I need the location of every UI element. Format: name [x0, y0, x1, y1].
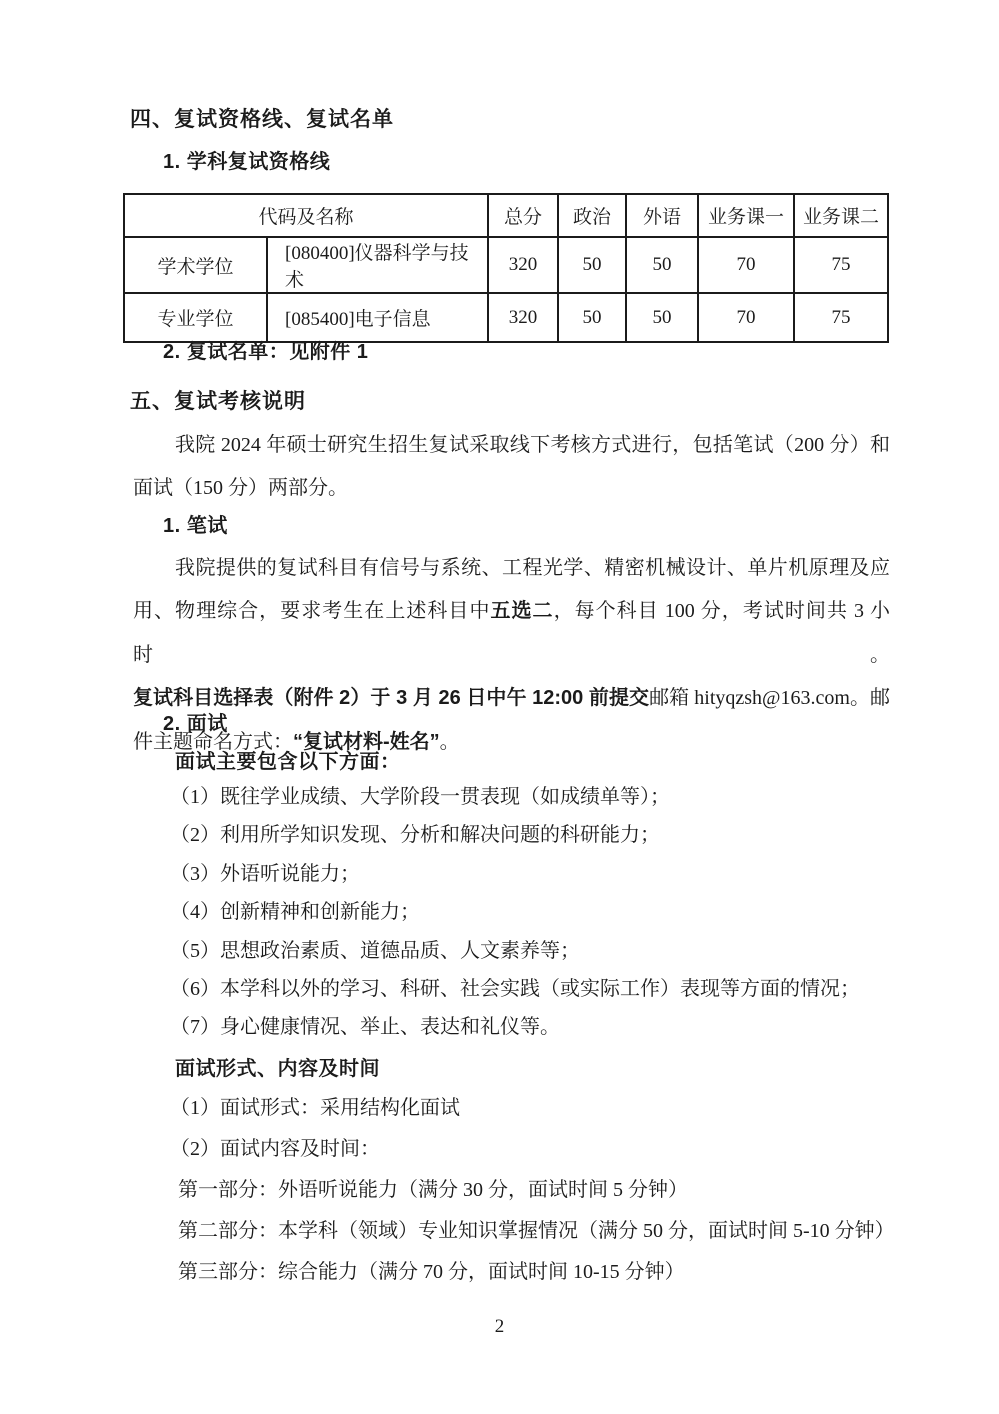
text-segment: 面试（150 分）两部分。 — [133, 477, 348, 500]
interview-part-item: 第三部分：综合能力（满分 70 分，面试时间 10-15 分钟） — [178, 1261, 685, 1283]
interview-aspect-item: （5）思想政治素质、道德品质、人文素养等； — [170, 939, 580, 962]
interview-heading: 2. 面试 — [163, 713, 228, 735]
score-cell: 320 — [488, 237, 558, 293]
interview-aspects-list — [170, 778, 860, 1047]
score-cell: 50 — [626, 237, 698, 293]
qualification-table — [123, 193, 889, 343]
bold-text-segment: 五选二 — [490, 600, 554, 623]
interview-parts-list — [178, 1170, 895, 1293]
interview-aspect-item: （2）利用所学知识发现、分析和解决问题的科研能力； — [170, 824, 660, 847]
col-header-politics: 政治 — [558, 194, 626, 237]
interview-aspect-item: （4）创新精神和创新能力； — [170, 901, 420, 924]
section4-item1-heading: 1. 学科复试资格线 — [163, 151, 331, 173]
program-cell: [080400]仪器科学与技术 — [267, 237, 488, 293]
written-exam-heading: 1. 笔试 — [163, 515, 228, 537]
table-header-row — [124, 194, 888, 237]
section4-item2-heading: 2. 复试名单：见附件 1 — [163, 341, 369, 363]
score-cell: 75 — [794, 293, 888, 342]
interview-format-heading: 面试形式、内容及时间 — [175, 1058, 380, 1080]
score-cell: 50 — [558, 293, 626, 342]
text-segment: 邮箱 hityqzsh@163.com。邮 — [649, 687, 891, 710]
degree-type-cell: 专业学位 — [124, 293, 267, 342]
text-segment: 。 — [439, 730, 460, 753]
program-cell: [085400]电子信息 — [267, 293, 488, 342]
col-header-foreign-language: 外语 — [626, 194, 698, 237]
text-segment: 用、物理综合，要求考生在上述科目中 — [133, 600, 491, 623]
page-number: 2 — [494, 1316, 505, 1337]
written-exam-paragraph — [133, 547, 890, 764]
bold-text-segment: “复试材料-姓名” — [293, 730, 440, 753]
table-row — [124, 237, 888, 293]
interview-aspect-item: （1）既往学业成绩、大学阶段一贯表现（如成绩单等）； — [170, 786, 670, 808]
interview-aspect-item: （6）本学科以外的学习、科研、社会实践（或实际工作）表现等方面的情况； — [170, 978, 860, 1001]
interview-part-item: 第二部分：本学科（领域）专业知识掌握情况（满分 50 分，面试时间 5-10 分钟） — [178, 1220, 895, 1242]
interview-aspect-item: （7）身心健康情况、举止、表达和礼仪等。 — [170, 1016, 560, 1039]
score-cell: 70 — [698, 237, 794, 293]
text-segment: ，每个科目 100 分，考试时间共 3 小时。 — [133, 600, 891, 666]
text-segment: 我院 2024 年硕士研究生招生复试采取线下考核方式进行，包括笔试（200 分）和 — [175, 434, 890, 456]
score-cell: 50 — [558, 237, 626, 293]
degree-type-cell: 学术学位 — [124, 237, 267, 293]
paragraph-line — [133, 590, 890, 677]
score-cell: 320 — [488, 293, 558, 342]
section4-heading: 四、复试资格线、复试名单 — [130, 108, 394, 131]
interview-format-item: （2）面试内容及时间： — [170, 1138, 380, 1160]
paragraph-line — [133, 677, 890, 720]
col-header-course2: 业务课二 — [794, 194, 888, 237]
interview-part-item: 第一部分：外语听说能力（满分 30 分，面试时间 5 分钟） — [178, 1179, 688, 1201]
bold-text-segment: 复试科目选择表（附件 2）于 3 月 26 日中午 12:00 前提交 — [133, 687, 650, 710]
col-header-total: 总分 — [488, 194, 558, 237]
col-header-course1: 业务课一 — [698, 194, 794, 237]
paragraph-line — [133, 467, 890, 510]
section5-intro-paragraph — [133, 424, 890, 511]
interview-aspects-heading: 面试主要包含以下方面： — [175, 751, 401, 773]
interview-aspect-item: （3）外语听说能力； — [170, 862, 360, 885]
text-segment: 件主题命名方式： — [133, 730, 293, 753]
table-row — [124, 293, 888, 342]
score-cell: 70 — [698, 293, 794, 342]
paragraph-line — [133, 424, 890, 467]
text-segment: 我院提供的复试科目有信号与系统、工程光学、精密机械设计、单片机原理及应 — [175, 557, 890, 579]
interview-format-item: （1）面试形式：采用结构化面试 — [170, 1097, 460, 1119]
score-cell: 75 — [794, 237, 888, 293]
col-header-code-name: 代码及名称 — [124, 194, 488, 237]
paragraph-line — [133, 547, 890, 590]
section5-heading: 五、复试考核说明 — [130, 390, 306, 413]
interview-format-list — [170, 1088, 460, 1170]
score-cell: 50 — [626, 293, 698, 342]
